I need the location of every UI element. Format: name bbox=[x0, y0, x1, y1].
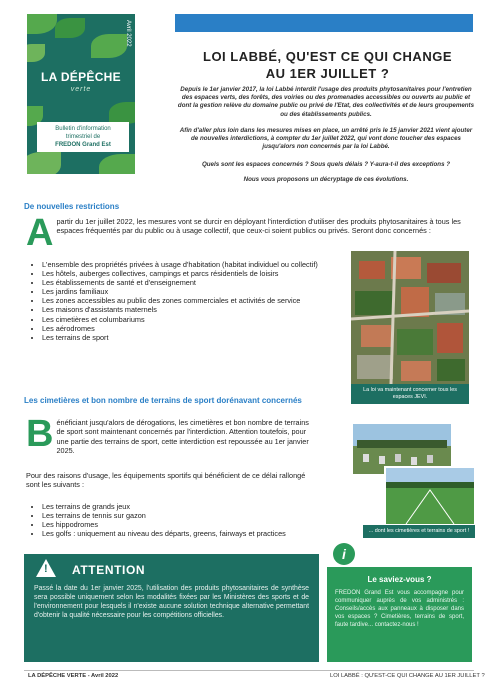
section2-paragraph bbox=[26, 413, 318, 455]
cover-info-line: Bulletin d'information bbox=[55, 126, 111, 132]
section1-text: partir du 1er juillet 2022, les mesures vont se durcir en déployant l'interdiction d'utiliser des produits phytosanitaires à tous les espaces fréquentés par du public ou à usage collectif, que ceux-ci soient publics ou privés. Seront donc concernés : bbox=[56, 217, 461, 236]
dropcap: B bbox=[26, 413, 54, 455]
article-title bbox=[180, 48, 475, 82]
savez-title: Le saviez-vous ? bbox=[367, 575, 432, 584]
attention-text: Passé la date du 1er janvier 2025, l'utilisation des produits phytosanitaires de synthèse sera possible uniquement selon les modalités fixées par les Ministères des sports et de l'environnement pour lesquels il n'existe aucune solution technique alternative permettant d'obtenir la qualité nécessaire pour les compétitions officielles. bbox=[34, 585, 309, 619]
intro-question: Quels sont les espaces concernés ? Sous quels délais ? Y-aura-t-il des exceptions ? bbox=[201, 161, 451, 168]
article-title-line: LOI LABBÉ, QU'EST CE QUI CHANGE bbox=[203, 49, 452, 64]
photo-caption: La loi va maintenant concerner tous les espaces JEVI. bbox=[351, 384, 469, 404]
list-item: • Les hôtels, auberges collectives, campings et parcs résidentiels de loisirs bbox=[42, 269, 327, 278]
sport-field-photo-art bbox=[386, 468, 474, 524]
dropcap: A bbox=[26, 212, 54, 254]
list-item: • Les terrains de sport bbox=[42, 333, 327, 342]
section-heading: Les cimetières et bon nombre de terrains de sport dorénavant concernés bbox=[24, 396, 302, 405]
list-item: • Les zones accessibles au public des zones commerciales et activités de service bbox=[42, 296, 327, 305]
cover-info bbox=[37, 122, 129, 152]
list-item: • L'ensemble des propriétés privées à usage d'habitation (habitat individuel ou collectif) bbox=[42, 260, 327, 269]
cover-date: Avril 2022 bbox=[125, 20, 131, 47]
cover-subtitle: verte bbox=[70, 86, 92, 93]
photo-caption: ... dont les cimetières et terrains de sport ! bbox=[363, 525, 475, 538]
list-item: • Les terrains de grands jeux bbox=[42, 502, 342, 511]
aerial-photo-art bbox=[351, 251, 469, 384]
sport-field-photo bbox=[384, 466, 476, 526]
list-item: • Les aérodromes bbox=[42, 324, 327, 333]
section1-paragraph bbox=[26, 212, 472, 254]
list-item: • Les établissements de santé et d'enseignement bbox=[42, 278, 327, 287]
section2-text: énéficiant jusqu'alors de dérogations, les cimetières et bon nombre de terrains de sport sont maintenant concernés par l'interdiction. Attention toutefois, pour une partie des terrains de sport, cette interdiction est repoussée au 1er janvier 2025. bbox=[56, 418, 309, 455]
footer-right: LOI LABBÉ : QU'EST-CE QUI CHANGE AU 1ER JUILLET ? bbox=[330, 673, 485, 679]
aerial-photo bbox=[351, 251, 469, 384]
list-item: • Les maisons d'assistants maternels bbox=[42, 305, 327, 314]
list-item: • Les terrains de tennis sur gazon bbox=[42, 511, 342, 520]
section-heading: De nouvelles restrictions bbox=[24, 202, 120, 211]
intro-note: Nous vous proposons un décryptage de ces évolutions. bbox=[243, 176, 409, 183]
cover-info-line: trimestriel de bbox=[65, 134, 101, 140]
sports-list bbox=[30, 502, 342, 538]
footer-left: LA DÉPÊCHE VERTE - Avril 2022 bbox=[28, 673, 119, 679]
intro-paragraph: Depuis le 1er janvier 2017, la loi Labbé interdit l'usage des produits phytosanitaires pour l'entretien des espaces verts, des forêts, des voiries ou des promenades accessibles ou ouverts au public et dont la gestion relève du domaine public ou privé de l'Etat, des collectivités et de leurs groupements ou des établissements publics. bbox=[177, 86, 475, 118]
list-item: • Les hippodromes bbox=[42, 520, 342, 529]
cover-title: LA DÉPÊCHE bbox=[41, 70, 121, 84]
attention-title: ATTENTION bbox=[72, 563, 146, 577]
restrictions-list bbox=[30, 260, 327, 342]
list-item: • Les golfs : uniquement au niveau des départs, greens, fairways et practices bbox=[42, 529, 342, 538]
list-item: • Les jardins familiaux bbox=[42, 287, 327, 296]
cover-info-line: FREDON Grand Est bbox=[55, 142, 111, 148]
intro-paragraph: Afin d'aller plus loin dans les mesures mises en place, un arrêté pris le 15 janvier 2021 vient ajouter de nouvelles interdictions, à compter du 1er juillet 2022, qui vont donc toucher des espaces jusqu'alors non concernés par la loi Labbé. bbox=[179, 127, 473, 151]
list-item: • Les cimetières et columbariums bbox=[42, 315, 327, 324]
section2-paragraph: Pour des raisons d'usage, les équipements sportifs qui bénéficient de ce délai rallongé sont les suivants : bbox=[26, 471, 306, 490]
article-title-line: AU 1ER JUILLET ? bbox=[265, 66, 390, 81]
attention-box bbox=[24, 554, 319, 662]
warning-icon: ! bbox=[36, 559, 56, 577]
savez-box bbox=[327, 567, 472, 662]
header-bar bbox=[175, 14, 473, 32]
cover-image bbox=[27, 14, 135, 174]
footer-divider bbox=[24, 670, 474, 671]
info-icon: i bbox=[333, 543, 355, 565]
savez-text: FREDON Grand Est vous accompagne pour communiquer auprès de vos administrés : Conseils/accès aux panneaux à disposer dans vos espaces ? Cimetières, terrains de sport, faute tardive... contactez-nous ! bbox=[335, 590, 464, 628]
